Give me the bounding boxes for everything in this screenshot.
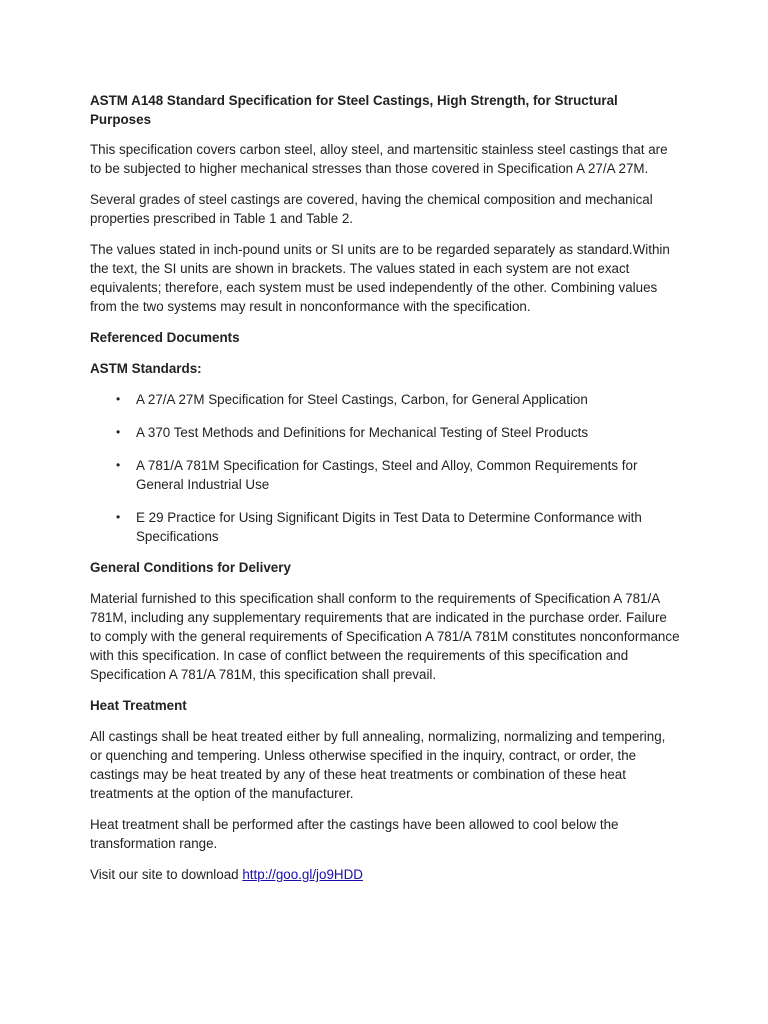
heat-paragraph: Heat treatment shall be performed after the castings have been allowed to cool below the transformation range.	[90, 817, 619, 851]
list-item	[90, 456, 680, 494]
intro-paragraph: The values stated in inch-pound units or SI units are to be regarded separately as standard.Within the text, the SI units are shown in brackets. The values stated in each system are not exact equivalents; therefore, each system must be used independently of the other. Combining values from the two systems may result in nonconformance with the specification.	[90, 242, 670, 314]
list-item-text: A 27/A 27M Specification for Steel Castings, Carbon, for General Application	[136, 392, 588, 407]
standards-list	[90, 390, 680, 546]
delivery-heading: General Conditions for Delivery	[90, 560, 291, 575]
bullet-icon: •	[116, 510, 121, 524]
list-item-text: A 781/A 781M Specification for Castings, Steel and Alloy, Common Requirements for General Industrial Use	[136, 458, 638, 492]
bullet-icon: •	[116, 392, 121, 406]
bullet-icon: •	[116, 458, 121, 472]
bullet-icon: •	[116, 425, 121, 439]
visit-line	[90, 865, 680, 884]
visit-text: Visit our site to download	[90, 867, 243, 882]
document-title: ASTM A148 Standard Specification for Steel Castings, High Strength, for Structural Purposes	[90, 93, 618, 127]
intro-paragraph: Several grades of steel castings are covered, having the chemical composition and mechanical properties prescribed in Table 1 and Table 2.	[90, 192, 653, 226]
document-page	[90, 91, 680, 896]
list-item	[90, 390, 680, 409]
astm-standards-heading: ASTM Standards:	[90, 361, 202, 376]
intro-paragraph: This specification covers carbon steel, alloy steel, and martensitic stainless steel castings that are to be subjected to higher mechanical stresses than those covered in Specification A 27/A 27M.	[90, 142, 668, 176]
heat-treatment-heading: Heat Treatment	[90, 698, 187, 713]
list-item-text: A 370 Test Methods and Definitions for Mechanical Testing of Steel Products	[136, 425, 589, 440]
heat-paragraph: All castings shall be heat treated either by full annealing, normalizing, normalizing and tempering, or quenching and tempering. Unless otherwise specified in the inquiry, contract, or order, the castings may be heat treated by any of these heat treatments or combination of these heat treatments at the option of the manufacturer.	[90, 729, 666, 801]
list-item	[90, 508, 680, 546]
list-item-text: E 29 Practice for Using Significant Digits in Test Data to Determine Conformance with Specifications	[136, 510, 642, 544]
delivery-paragraph: Material furnished to this specification shall conform to the requirements of Specification A 781/A 781M, including any supplementary requirements that are indicated in the purchase order. Failure to comply with the general requirements of Specification A 781/A 781M constitutes nonconformance with this specification. In case of conflict between the requirements of this specification and Specification A 781/A 781M, this specification shall prevail.	[90, 591, 680, 682]
list-item	[90, 423, 680, 442]
download-link[interactable]: http://goo.gl/jo9HDD	[242, 867, 363, 882]
referenced-documents-heading: Referenced Documents	[90, 330, 240, 345]
